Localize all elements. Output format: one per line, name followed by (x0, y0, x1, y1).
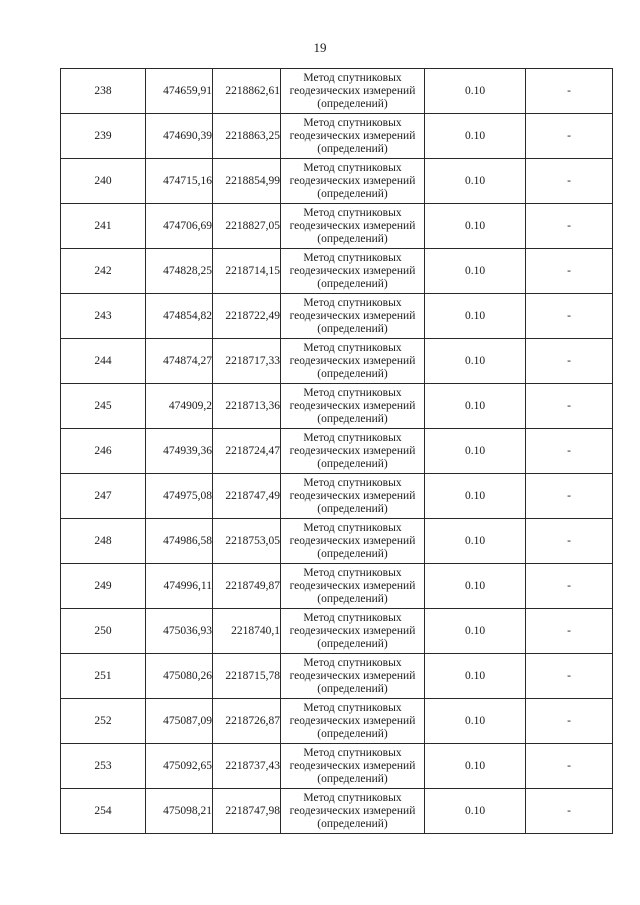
point-number-cell: 252 (61, 699, 146, 744)
point-number-cell: 248 (61, 519, 146, 564)
extra-cell: - (526, 789, 613, 834)
coord-x-cell: 474659,91 (146, 69, 213, 114)
point-number-cell: 253 (61, 744, 146, 789)
extra-cell: - (526, 249, 613, 294)
table-row (61, 429, 613, 474)
coordinates-table (60, 68, 613, 834)
extra-cell: - (526, 744, 613, 789)
coord-x-cell: 474975,08 (146, 474, 213, 519)
method-line: Метод спутниковых (303, 701, 402, 714)
method-line: геодезических измерений (289, 84, 416, 97)
method-cell (281, 114, 425, 159)
method-line: (определений) (317, 142, 388, 155)
coord-x-cell: 474986,58 (146, 519, 213, 564)
method-cell (281, 69, 425, 114)
coord-x-cell: 474690,39 (146, 114, 213, 159)
method-cell (281, 789, 425, 834)
coord-y-cell: 2218863,25 (213, 114, 281, 159)
method-line: Метод спутниковых (303, 431, 402, 444)
extra-cell: - (526, 564, 613, 609)
point-number-cell: 243 (61, 294, 146, 339)
precision-cell: 0.10 (425, 159, 526, 204)
method-line: (определений) (317, 772, 388, 785)
extra-cell: - (526, 429, 613, 474)
coord-x-cell: 474996,11 (146, 564, 213, 609)
precision-cell: 0.10 (425, 699, 526, 744)
method-line: Метод спутниковых (303, 251, 402, 264)
method-cell (281, 159, 425, 204)
method-line: Метод спутниковых (303, 206, 402, 219)
coord-y-cell: 2218717,33 (213, 339, 281, 384)
coord-x-cell: 474706,69 (146, 204, 213, 249)
extra-cell: - (526, 654, 613, 699)
coord-y-cell: 2218749,87 (213, 564, 281, 609)
method-line: Метод спутниковых (303, 656, 402, 669)
method-line: геодезических измерений (289, 129, 416, 142)
point-number-cell: 240 (61, 159, 146, 204)
method-line: (определений) (317, 727, 388, 740)
page-number: 19 (313, 40, 327, 55)
method-line: (определений) (317, 637, 388, 650)
table-row (61, 159, 613, 204)
point-number-cell: 245 (61, 384, 146, 429)
method-line: Метод спутниковых (303, 71, 402, 84)
coord-x-cell: 474828,25 (146, 249, 213, 294)
method-line: геодезических измерений (289, 714, 416, 727)
coord-x-cell: 475092,65 (146, 744, 213, 789)
extra-cell: - (526, 339, 613, 384)
method-line: геодезических измерений (289, 759, 416, 772)
method-cell (281, 339, 425, 384)
coord-x-cell: 475087,09 (146, 699, 213, 744)
method-line: (определений) (317, 367, 388, 380)
precision-cell: 0.10 (425, 429, 526, 474)
coord-y-cell: 2218862,61 (213, 69, 281, 114)
coord-x-cell: 474715,16 (146, 159, 213, 204)
extra-cell: - (526, 474, 613, 519)
extra-cell: - (526, 519, 613, 564)
precision-cell: 0.10 (425, 564, 526, 609)
table-row (61, 789, 613, 834)
method-line: (определений) (317, 502, 388, 515)
method-line: Метод спутниковых (303, 341, 402, 354)
method-line: Метод спутниковых (303, 386, 402, 399)
coord-y-cell: 2218740,1 (213, 609, 281, 654)
method-line: геодезических измерений (289, 399, 416, 412)
extra-cell: - (526, 204, 613, 249)
extra-cell: - (526, 609, 613, 654)
extra-cell: - (526, 384, 613, 429)
method-line: геодезических измерений (289, 444, 416, 457)
method-line: геодезических измерений (289, 354, 416, 367)
coord-y-cell: 2218715,78 (213, 654, 281, 699)
point-number-cell: 238 (61, 69, 146, 114)
coord-y-cell: 2218724,47 (213, 429, 281, 474)
method-line: Метод спутниковых (303, 611, 402, 624)
precision-cell: 0.10 (425, 204, 526, 249)
extra-cell: - (526, 114, 613, 159)
method-line: геодезических измерений (289, 534, 416, 547)
coord-x-cell: 475036,93 (146, 609, 213, 654)
point-number-cell: 246 (61, 429, 146, 474)
table-row (61, 564, 613, 609)
method-line: геодезических измерений (289, 264, 416, 277)
coord-y-cell: 2218854,99 (213, 159, 281, 204)
table-row (61, 114, 613, 159)
table-row (61, 294, 613, 339)
coord-y-cell: 2218713,36 (213, 384, 281, 429)
method-cell (281, 384, 425, 429)
coord-x-cell: 474939,36 (146, 429, 213, 474)
precision-cell: 0.10 (425, 654, 526, 699)
method-line: Метод спутниковых (303, 791, 402, 804)
method-line: Метод спутниковых (303, 476, 402, 489)
coord-y-cell: 2218753,05 (213, 519, 281, 564)
table-row (61, 519, 613, 564)
method-line: геодезических измерений (289, 624, 416, 637)
precision-cell: 0.10 (425, 339, 526, 384)
method-line: (определений) (317, 817, 388, 830)
method-line: Метод спутниковых (303, 296, 402, 309)
method-line: геодезических измерений (289, 489, 416, 502)
coord-x-cell: 475098,21 (146, 789, 213, 834)
table-row (61, 654, 613, 699)
coord-x-cell: 475080,26 (146, 654, 213, 699)
method-line: (определений) (317, 322, 388, 335)
table-body (61, 69, 613, 834)
coord-x-cell: 474854,82 (146, 294, 213, 339)
extra-cell: - (526, 294, 613, 339)
method-cell (281, 294, 425, 339)
method-line: геодезических измерений (289, 174, 416, 187)
coord-y-cell: 2218714,15 (213, 249, 281, 294)
coord-y-cell: 2218726,87 (213, 699, 281, 744)
method-cell (281, 249, 425, 294)
table-row (61, 699, 613, 744)
method-line: геодезических измерений (289, 804, 416, 817)
extra-cell: - (526, 159, 613, 204)
precision-cell: 0.10 (425, 384, 526, 429)
precision-cell: 0.10 (425, 789, 526, 834)
table-row (61, 69, 613, 114)
method-cell (281, 699, 425, 744)
point-number-cell: 249 (61, 564, 146, 609)
method-line: геодезических измерений (289, 669, 416, 682)
method-line: (определений) (317, 232, 388, 245)
extra-cell: - (526, 699, 613, 744)
table-row (61, 744, 613, 789)
method-line: Метод спутниковых (303, 566, 402, 579)
coord-y-cell: 2218722,49 (213, 294, 281, 339)
method-line: (определений) (317, 457, 388, 470)
method-line: Метод спутниковых (303, 116, 402, 129)
method-cell (281, 654, 425, 699)
method-cell (281, 744, 425, 789)
precision-cell: 0.10 (425, 294, 526, 339)
method-line: (определений) (317, 187, 388, 200)
method-line: Метод спутниковых (303, 521, 402, 534)
table-row (61, 204, 613, 249)
coord-x-cell: 474909,2 (146, 384, 213, 429)
table-row (61, 609, 613, 654)
point-number-cell: 250 (61, 609, 146, 654)
point-number-cell: 241 (61, 204, 146, 249)
coord-x-cell: 474874,27 (146, 339, 213, 384)
precision-cell: 0.10 (425, 474, 526, 519)
precision-cell: 0.10 (425, 744, 526, 789)
table-row (61, 249, 613, 294)
method-cell (281, 564, 425, 609)
method-line: геодезических измерений (289, 219, 416, 232)
method-line: (определений) (317, 97, 388, 110)
method-line: (определений) (317, 682, 388, 695)
method-line: Метод спутниковых (303, 161, 402, 174)
method-cell (281, 609, 425, 654)
table-row (61, 384, 613, 429)
table-row (61, 474, 613, 519)
method-cell (281, 519, 425, 564)
coord-y-cell: 2218827,05 (213, 204, 281, 249)
precision-cell: 0.10 (425, 114, 526, 159)
method-cell (281, 429, 425, 474)
precision-cell: 0.10 (425, 69, 526, 114)
method-cell (281, 474, 425, 519)
method-line: (определений) (317, 547, 388, 560)
precision-cell: 0.10 (425, 249, 526, 294)
precision-cell: 0.10 (425, 609, 526, 654)
point-number-cell: 242 (61, 249, 146, 294)
point-number-cell: 251 (61, 654, 146, 699)
coord-y-cell: 2218747,98 (213, 789, 281, 834)
point-number-cell: 254 (61, 789, 146, 834)
method-line: геодезических измерений (289, 309, 416, 322)
method-line: Метод спутниковых (303, 746, 402, 759)
coord-y-cell: 2218747,49 (213, 474, 281, 519)
method-cell (281, 204, 425, 249)
method-line: геодезических измерений (289, 579, 416, 592)
method-line: (определений) (317, 412, 388, 425)
precision-cell: 0.10 (425, 519, 526, 564)
method-line: (определений) (317, 277, 388, 290)
coord-y-cell: 2218737,43 (213, 744, 281, 789)
point-number-cell: 239 (61, 114, 146, 159)
point-number-cell: 247 (61, 474, 146, 519)
extra-cell: - (526, 69, 613, 114)
table-row (61, 339, 613, 384)
method-line: (определений) (317, 592, 388, 605)
point-number-cell: 244 (61, 339, 146, 384)
